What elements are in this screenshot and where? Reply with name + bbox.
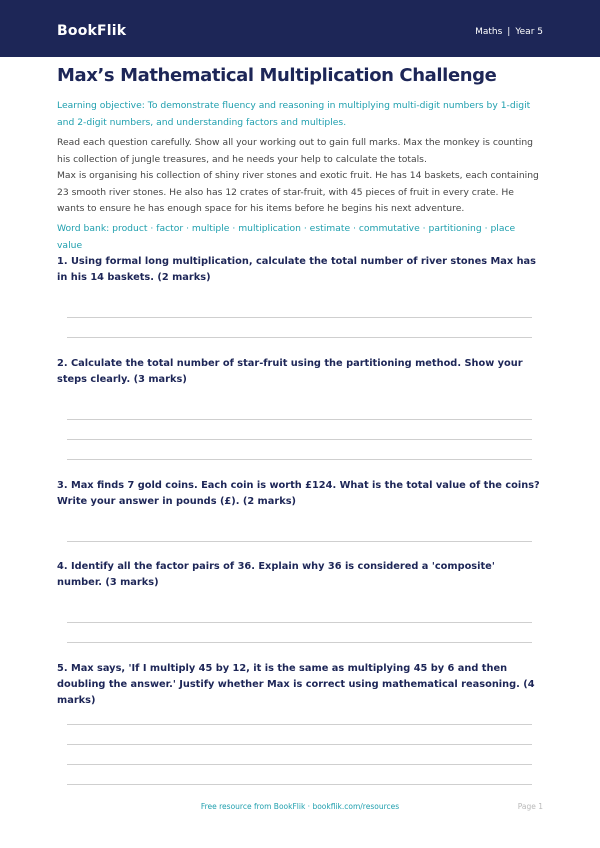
answer-line[interactable] xyxy=(67,541,532,542)
answer-line[interactable] xyxy=(67,317,532,318)
answer-line[interactable] xyxy=(67,439,532,440)
answer-line[interactable] xyxy=(67,642,532,643)
worksheet-title: Max’s Mathematical Multiplication Challenge xyxy=(57,65,497,86)
answer-line[interactable] xyxy=(67,744,532,745)
question-4: 4. Identify all the factor pairs of 36. Explain why 36 is considered a 'composite' number. (3 marks) xyxy=(57,561,495,588)
answer-line[interactable] xyxy=(67,784,532,785)
answer-line[interactable] xyxy=(67,724,532,725)
question-3: 3. Max finds 7 gold coins. Each coin is worth £124. What is the total value of the coins? Write your answer in pounds (£). (2 marks) xyxy=(57,480,540,507)
answer-line[interactable] xyxy=(67,622,532,623)
answer-line[interactable] xyxy=(67,459,532,460)
answer-line[interactable] xyxy=(67,764,532,765)
question-2: 2. Calculate the total number of star-fruit using the partitioning method. Show your steps clearly. (3 marks) xyxy=(57,358,523,385)
instructions: Read each question carefully. Show all your working out to gain full marks. Max the monkey is counting his collection of jungle treasures, and he needs your help to calculate the totals. xyxy=(57,137,533,165)
question-1: 1. Using formal long multiplication, calculate the total number of river stones Max has in his 14 baskets. (2 marks) xyxy=(57,256,536,283)
header-bar xyxy=(0,0,600,57)
learning-objective: Learning objective: To demonstrate fluency and reasoning in multiplying multi-digit numbers by 1-digit and 2-digit numbers, and understanding factors and multiples. xyxy=(57,100,531,128)
brand-logo: BookFlik xyxy=(57,23,127,39)
question-5: 5. Max says, 'If I multiply 45 by 12, it is the same as multiplying 45 by 6 and then doubling the answer.' Justify whether Max is correct using mathematical reasoning. (4 marks) xyxy=(57,663,535,706)
year-label: Year 5 xyxy=(515,27,543,37)
footer-source[interactable]: Free resource from BookFlik · bookflik.com/resources xyxy=(200,802,400,811)
answer-line[interactable] xyxy=(67,419,532,420)
subject-label: Maths xyxy=(475,27,503,37)
meta-separator: | xyxy=(507,27,511,37)
answer-line[interactable] xyxy=(67,337,532,338)
word-bank: Word bank: product · factor · multiple · multiplication · estimate · commutative · partitioning · place value xyxy=(57,223,516,251)
scenario-text: Max is organising his collection of shiny river stones and exotic fruit. He has 14 baskets, each containing 23 smooth river stones. He also has 12 crates of star-fruit, with 45 pieces of fruit in every crate. He wants to ensure he has enough space for his items before he begins his next adventure. xyxy=(57,170,539,214)
footer xyxy=(0,802,600,811)
page-number: Page 1 xyxy=(517,802,543,811)
header-meta xyxy=(475,27,543,37)
